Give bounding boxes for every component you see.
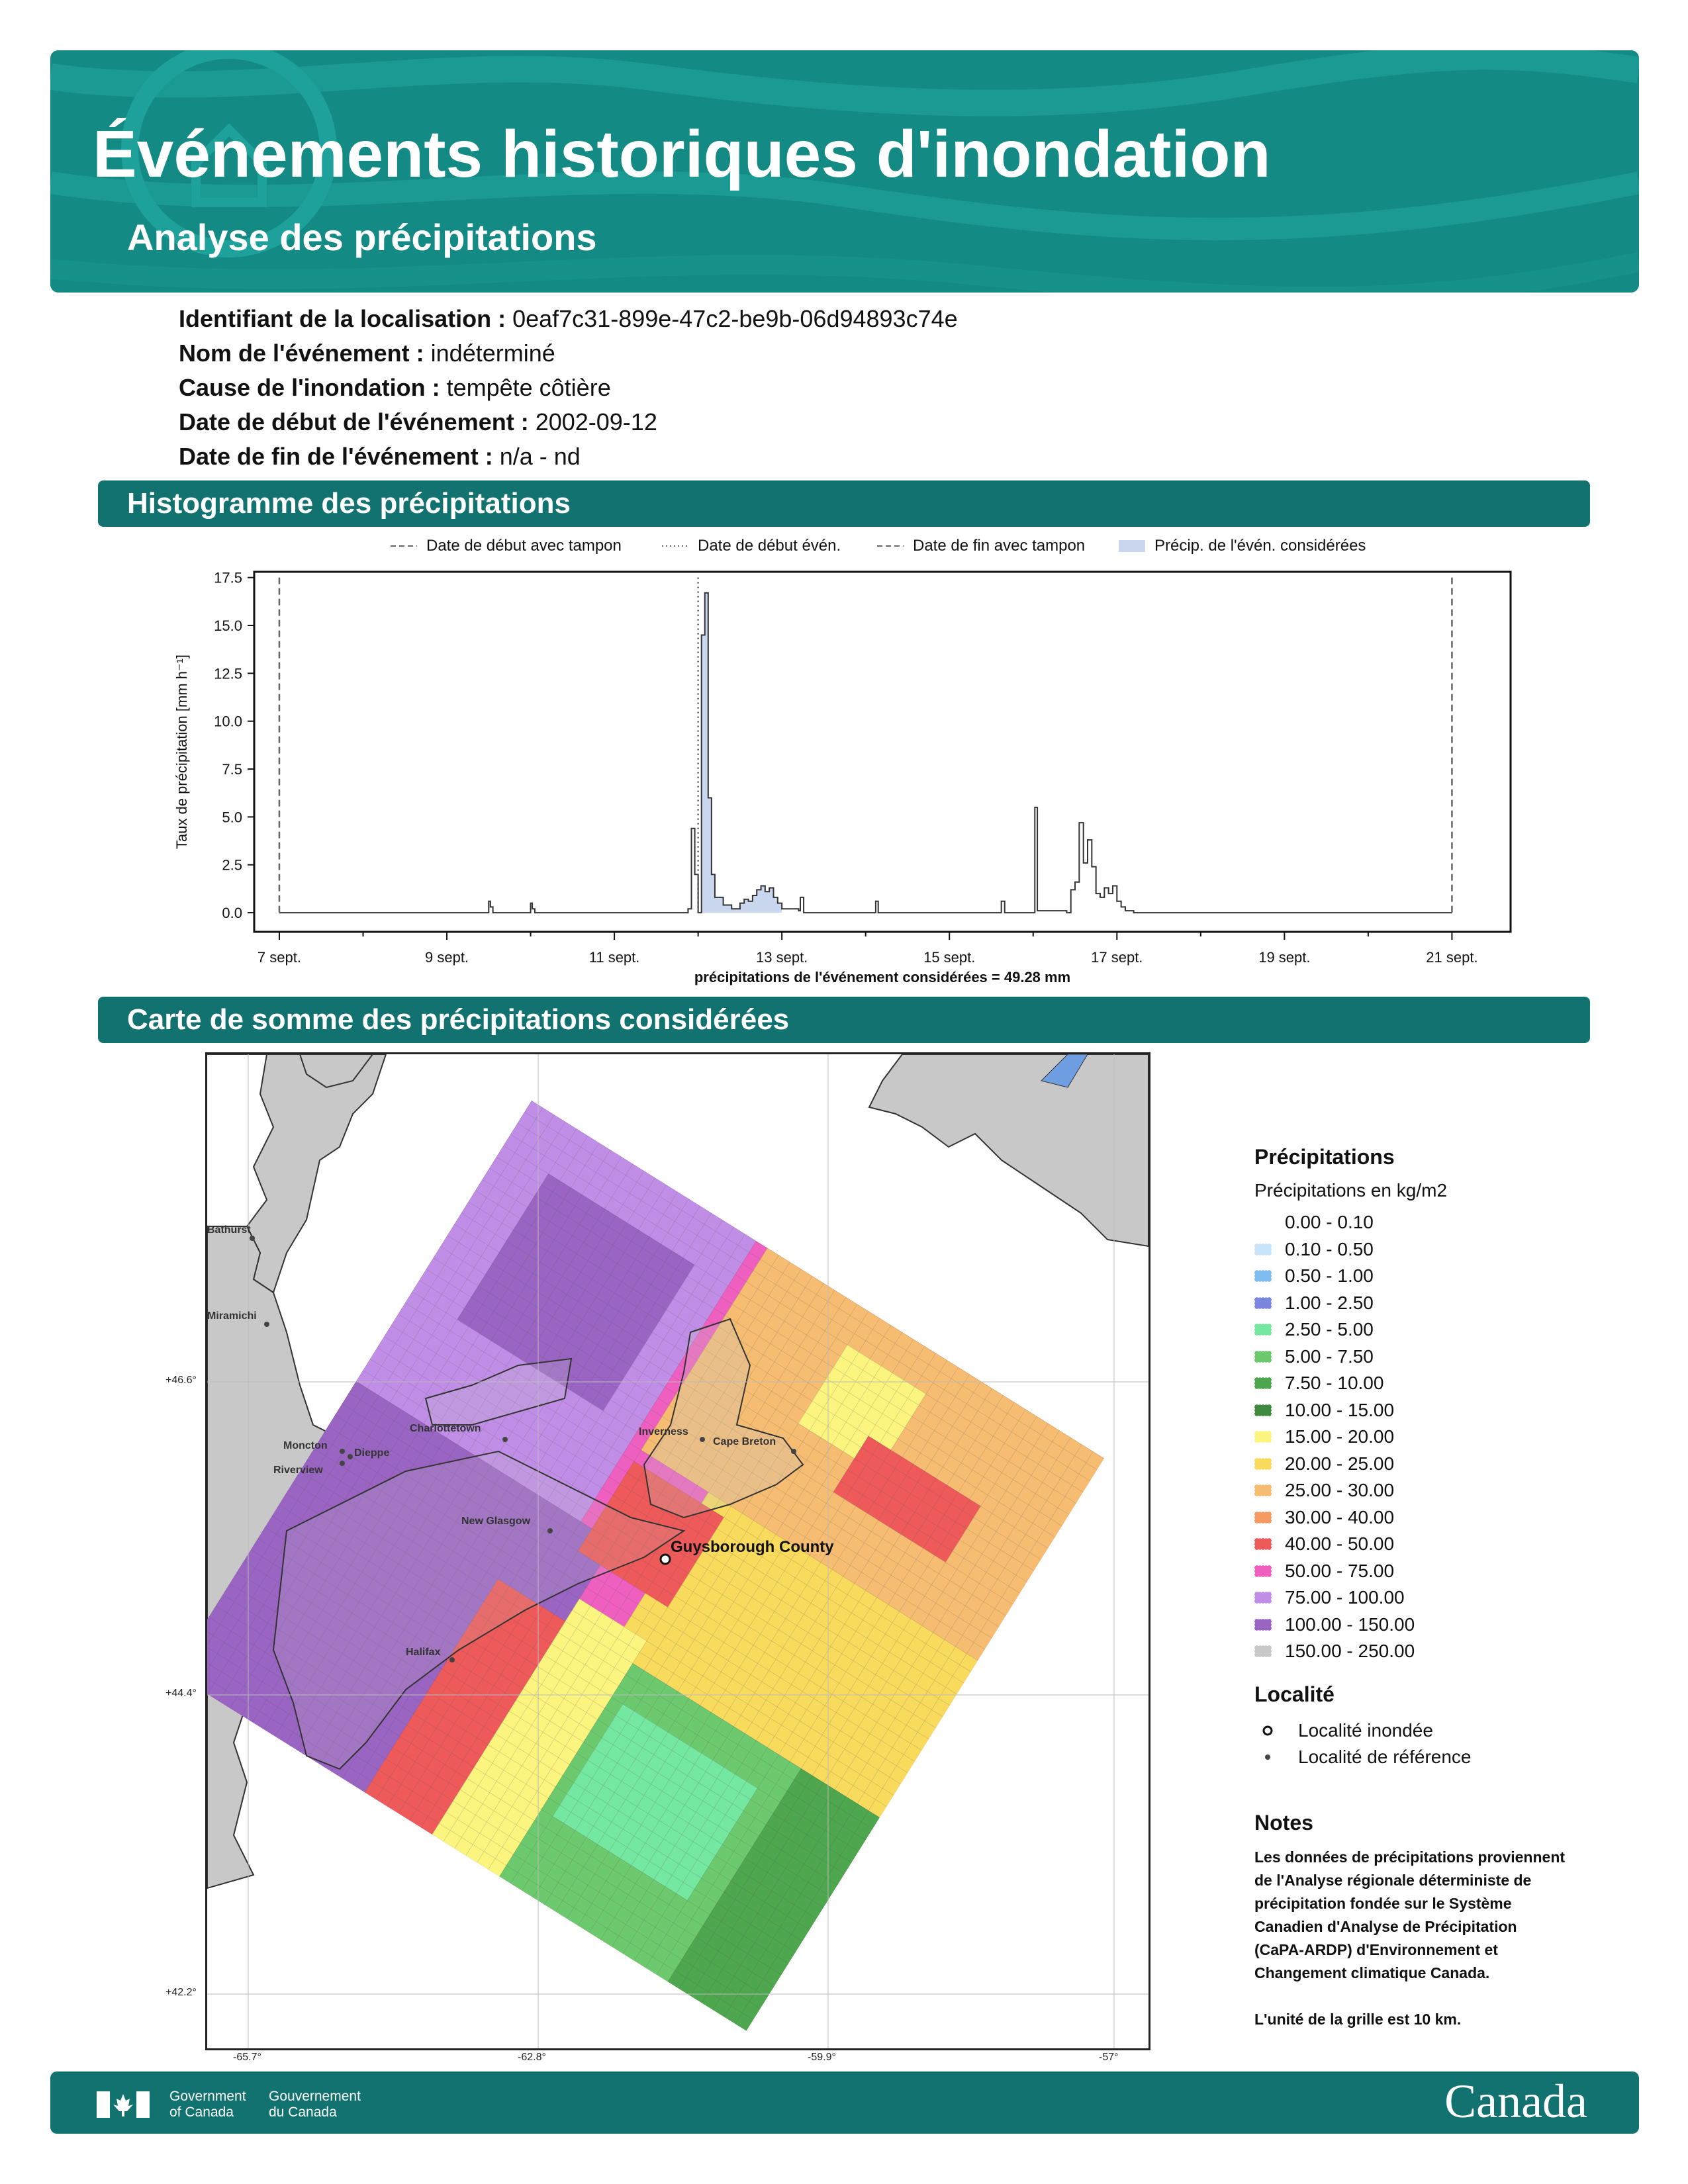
- legend-class-label: 30.00 - 40.00: [1285, 1506, 1395, 1527]
- map-legend: [1254, 1145, 1625, 2031]
- legend-class-row: [1254, 1504, 1625, 1531]
- legend-label: Date de fin avec tampon: [913, 537, 1086, 555]
- legend-class-label: 2.50 - 5.00: [1285, 1319, 1374, 1340]
- map-section-header: Carte de somme des précipitations considérées: [98, 997, 1590, 1043]
- legend-buffer-start: [391, 536, 622, 556]
- legend-class-label: 15.00 - 20.00: [1285, 1426, 1395, 1447]
- place-marker: [264, 1322, 269, 1327]
- place-label-halifax: Halifax: [406, 1647, 441, 1658]
- meta-row-location-id: [179, 302, 958, 336]
- y-axis-label: Taux de précipitation [mm h⁻¹]: [173, 654, 190, 850]
- y-tick-label: 10.0: [214, 713, 242, 730]
- legend-class-label: 1.00 - 2.50: [1285, 1292, 1374, 1313]
- place-marker: [250, 1236, 255, 1241]
- notes-text: [1254, 1846, 1625, 2031]
- legend-swatch: [1254, 1324, 1272, 1336]
- legend-class-label: 50.00 - 75.00: [1285, 1560, 1395, 1581]
- place-marker: [547, 1528, 553, 1533]
- note-line: précipitation fondée sur le Système: [1254, 1894, 1512, 1912]
- gov-en-line-1: Government: [169, 2089, 246, 2104]
- place-label-bathurst: Bathurst: [207, 1224, 251, 1236]
- legend-swatch: [1254, 1512, 1272, 1524]
- legend-buffer-end: [877, 536, 1085, 556]
- legend-swatch: [1254, 1645, 1272, 1657]
- meta-value: tempête côtière: [446, 374, 611, 401]
- place-label-guysborough: Guysborough County: [671, 1538, 834, 1556]
- legend-class-label: 40.00 - 50.00: [1285, 1533, 1395, 1555]
- legend-class-label: 0.50 - 1.00: [1285, 1265, 1374, 1287]
- legend-label: Date de début évén.: [698, 537, 841, 555]
- y-tick-label: 15.0: [214, 617, 242, 635]
- legend-class-label: 150.00 - 250.00: [1285, 1641, 1415, 1662]
- legend-class-row: [1254, 1236, 1625, 1263]
- legend-class-row: [1254, 1638, 1625, 1665]
- legend-considered: [1119, 536, 1366, 556]
- legend-swatch: [1254, 1297, 1272, 1309]
- place-label-miramichi: Miramichi: [207, 1310, 257, 1322]
- lon-label: -59.9°: [808, 2052, 836, 2063]
- y-tick-label: 2.5: [222, 856, 242, 874]
- meta-value: indéterminé: [430, 340, 555, 367]
- legend-subtitle: Précipitations en kg/m2: [1254, 1180, 1448, 1201]
- gov-fr-line-1: Gouvernement: [269, 2089, 361, 2104]
- legend-title: Précipitations: [1254, 1145, 1395, 1169]
- open-circle-icon: [1254, 1724, 1285, 1737]
- place-label-charlottetown: Charlottetown: [410, 1423, 481, 1434]
- legend-swatch: [1254, 1619, 1272, 1631]
- x-tick-label: 15 sept.: [923, 949, 976, 966]
- meta-value: 2002-09-12: [535, 408, 657, 435]
- x-tick-label: 17 sept.: [1091, 949, 1143, 966]
- y-tick-label: 12.5: [214, 665, 242, 682]
- y-tick-label: 5.0: [222, 809, 242, 826]
- legend-class-row: [1254, 1558, 1625, 1585]
- legend-classes: [1254, 1209, 1625, 1665]
- legend-class-label: 10.00 - 15.00: [1285, 1399, 1395, 1420]
- page-subtitle: Analyse des précipitations: [127, 216, 597, 258]
- legend-swatch: [1254, 1565, 1272, 1577]
- notes-title: Notes: [1254, 1810, 1313, 1835]
- map-svg: [207, 1054, 1149, 2048]
- meta-label: Nom de l'événement :: [179, 340, 424, 367]
- legend-class-row: [1254, 1531, 1625, 1558]
- legend-class-row: [1254, 1612, 1625, 1639]
- grid-note: L'unité de la grille est 10 km.: [1254, 2010, 1462, 2028]
- legend-class-row: [1254, 1263, 1625, 1290]
- fill-swatch-icon: [1119, 539, 1145, 553]
- place-label-riverview: Riverview: [273, 1465, 323, 1476]
- lat-label: +46.6°: [165, 1375, 197, 1386]
- gov-fr-line-2: du Canada: [269, 2105, 337, 2120]
- legend-class-label: 0.10 - 0.50: [1285, 1238, 1374, 1259]
- place-marker: [791, 1449, 796, 1454]
- legend-class-label: 100.00 - 150.00: [1285, 1614, 1415, 1635]
- legend-swatch: [1254, 1377, 1272, 1389]
- legend-class-label: 25.00 - 30.00: [1285, 1480, 1395, 1501]
- note-line: Changement climatique Canada.: [1254, 1964, 1490, 1981]
- legend-swatch: [1254, 1592, 1272, 1604]
- meta-row-start-date: [179, 405, 958, 439]
- dotted-line-icon: [662, 543, 688, 549]
- place-label-inverness: Inverness: [639, 1426, 688, 1437]
- legend-swatch: [1254, 1351, 1272, 1363]
- y-tick-label: 0.0: [222, 905, 242, 922]
- legend-swatch: [1254, 1538, 1272, 1550]
- locality-title: Localité: [1254, 1682, 1335, 1706]
- place-label-moncton: Moncton: [283, 1440, 328, 1451]
- place-marker: [449, 1657, 455, 1662]
- canada-wordmark: Canada: [1444, 2075, 1587, 2128]
- legend-label: Date de début avec tampon: [426, 537, 622, 555]
- dot-icon: [1254, 1751, 1285, 1764]
- lat-label: +44.4°: [165, 1688, 197, 1699]
- x-tick-label: 7 sept.: [257, 949, 301, 966]
- legend-class-row: [1254, 1477, 1625, 1504]
- legend-class-row: [1254, 1316, 1625, 1343]
- place-label-new-glasgow: New Glasgow: [461, 1516, 531, 1527]
- meta-label: Date de fin de l'événement :: [179, 443, 493, 470]
- place-label-cape-breton: Cape Breton: [713, 1436, 776, 1447]
- meta-row-cause: [179, 371, 958, 405]
- legend-swatch: [1254, 1404, 1272, 1416]
- x-tick-label: 13 sept.: [756, 949, 808, 966]
- lon-label: -65.7°: [233, 2052, 261, 2063]
- legend-class-row: [1254, 1397, 1625, 1424]
- footer-bar: [50, 2071, 1639, 2134]
- place-marker: [340, 1461, 345, 1466]
- legend-class-row: [1254, 1343, 1625, 1371]
- x-tick-label: 19 sept.: [1258, 949, 1311, 966]
- legend-class-row: [1254, 1290, 1625, 1317]
- legend-label: Localité inondée: [1298, 1719, 1433, 1741]
- header-banner: [50, 50, 1639, 293]
- legend-class-label: 0.00 - 0.10: [1285, 1212, 1374, 1233]
- page-title: Événements historiques d'inondation: [93, 117, 1271, 191]
- canada-flag-icon: [97, 2091, 150, 2118]
- place-marker: [340, 1449, 345, 1454]
- legend-swatch: [1254, 1216, 1272, 1228]
- histogram-chart: [159, 556, 1536, 996]
- place-marker: [502, 1437, 508, 1442]
- legend-swatch: [1254, 1244, 1272, 1255]
- x-tick-label: 21 sept.: [1426, 949, 1478, 966]
- note-line: Les données de précipitations proviennent: [1254, 1848, 1566, 1866]
- legend-swatch: [1254, 1458, 1272, 1470]
- meta-label: Cause de l'inondation :: [179, 374, 440, 401]
- legend-flooded-locality: [1254, 1717, 1625, 1745]
- flooded-locality-marker: [661, 1555, 670, 1564]
- precipitation-map: [205, 1052, 1150, 2050]
- lon-label: -62.8°: [518, 2052, 546, 2063]
- plot-frame: [254, 572, 1511, 932]
- meta-value: n/a - nd: [499, 443, 581, 470]
- legend-class-row: [1254, 1451, 1625, 1478]
- meta-value: 0eaf7c31-899e-47c2-be9b-06d94893c74e: [512, 305, 958, 332]
- legend-swatch: [1254, 1431, 1272, 1443]
- legend-event-start: [662, 536, 841, 556]
- x-axis-label: précipitations de l'événement considérées = 49.28 mm: [694, 969, 1071, 985]
- histogram-svg: [159, 556, 1536, 993]
- x-tick-label: 9 sept.: [425, 949, 469, 966]
- histogram-section-header: Histogramme des précipitations: [98, 480, 1590, 527]
- legend-class-row: [1254, 1584, 1625, 1612]
- legend-class-row: [1254, 1209, 1625, 1236]
- meta-label: Identifiant de la localisation :: [179, 305, 506, 332]
- dashed-line-icon: [391, 543, 417, 549]
- legend-label: Localité de référence: [1298, 1747, 1472, 1768]
- place-marker: [700, 1437, 705, 1442]
- place-marker: [348, 1454, 353, 1459]
- dashed-line-icon: [877, 543, 904, 549]
- x-tick-label: 11 sept.: [588, 949, 640, 966]
- lon-label: -57°: [1099, 2052, 1119, 2063]
- legend-swatch: [1254, 1484, 1272, 1496]
- meta-label: Date de début de l'événement :: [179, 408, 529, 435]
- legend-class-label: 75.00 - 100.00: [1285, 1587, 1405, 1608]
- legend-reference-locality: [1254, 1744, 1625, 1771]
- legend-swatch: [1254, 1270, 1272, 1282]
- lat-label: +42.2°: [165, 1987, 197, 1998]
- note-line: Canadien d'Analyse de Précipitation: [1254, 1917, 1517, 1935]
- note-line: de l'Analyse régionale déterministe de: [1254, 1871, 1532, 1889]
- legend-class-row: [1254, 1370, 1625, 1397]
- legend-class-label: 7.50 - 10.00: [1285, 1373, 1384, 1394]
- legend-class-label: 20.00 - 25.00: [1285, 1453, 1395, 1474]
- note-line: (CaPA-ARDP) d'Environnement et: [1254, 1940, 1498, 1958]
- event-metadata: [179, 302, 958, 474]
- y-tick-label: 7.5: [222, 761, 242, 778]
- gov-en-line-2: of Canada: [169, 2105, 234, 2120]
- place-label-dieppe: Dieppe: [354, 1447, 390, 1459]
- meta-row-end-date: [179, 439, 958, 474]
- legend-class-row: [1254, 1424, 1625, 1451]
- land-newfoundland: [869, 1054, 1149, 1246]
- legend-label: Précip. de l'évén. considérées: [1154, 537, 1366, 555]
- legend-class-label: 5.00 - 7.50: [1285, 1345, 1374, 1367]
- y-tick-label: 17.5: [214, 569, 242, 586]
- meta-row-event-name: [179, 336, 958, 371]
